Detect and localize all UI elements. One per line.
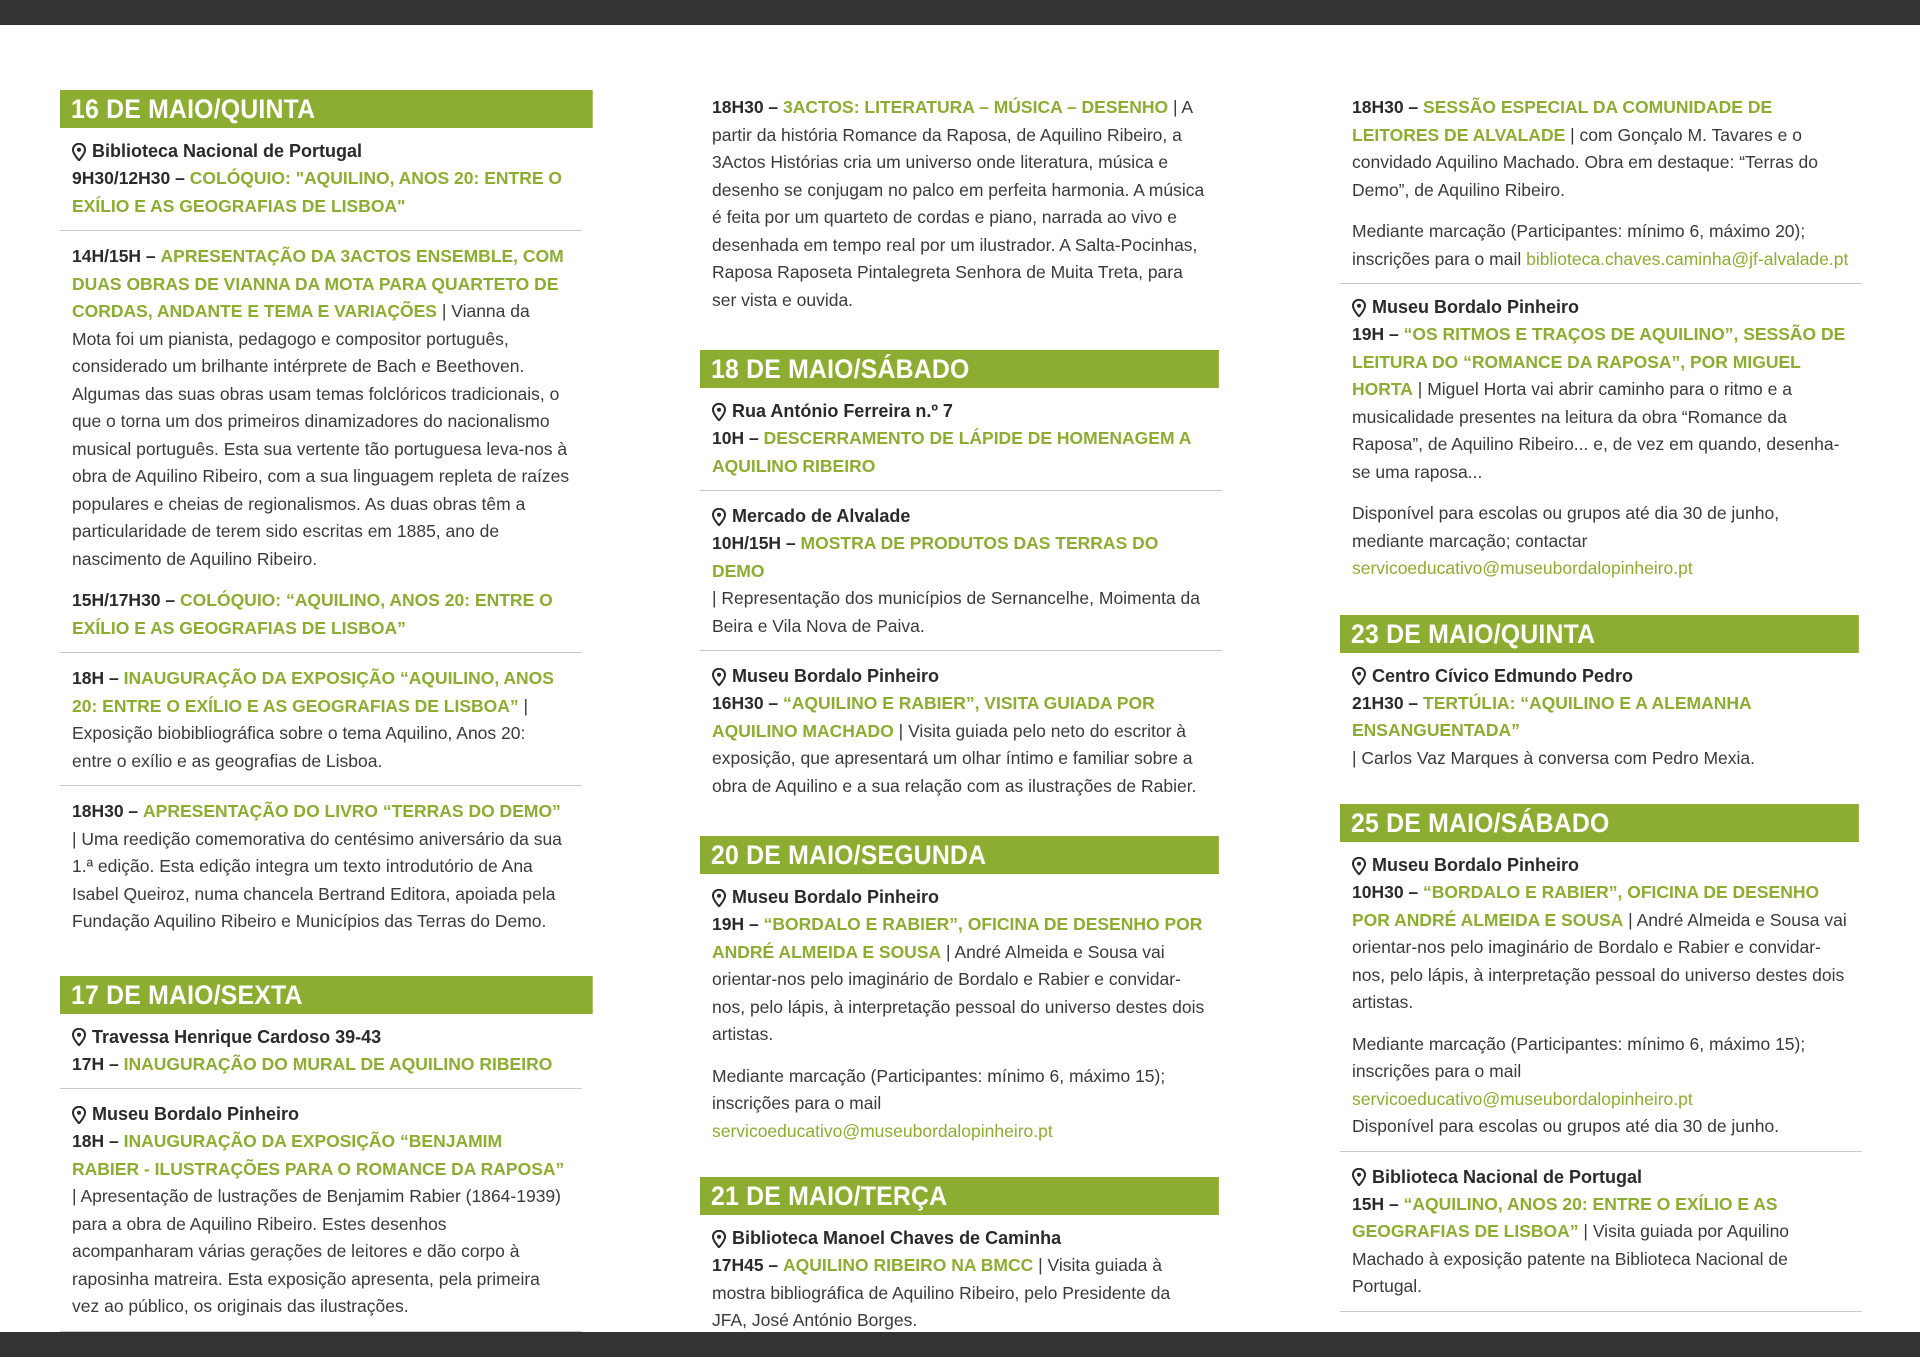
event-time: 10H/15H – xyxy=(712,533,796,553)
event-entry xyxy=(60,1020,582,1090)
booking-note: Disponível para escolas ou grupos até dia 30 de junho, mediante marcação; contactar xyxy=(1352,503,1780,551)
event-entry xyxy=(1340,848,1862,1152)
event-description: | Carlos Vaz Marques à conversa com Pedro Mexia. xyxy=(1352,747,1755,768)
email-link[interactable]: biblioteca.chaves.caminha@jf-alvalade.pt xyxy=(1526,248,1849,269)
location-pin-icon xyxy=(72,143,86,161)
venue xyxy=(712,1225,1210,1252)
event-title: DESCERRAMENTO DE LÁPIDE DE HOMENAGEM A AQUILINO RIBEIRO xyxy=(712,428,1191,476)
location-pin-icon xyxy=(1352,299,1366,317)
event-description: | Visita guiada à mostra bibliográfica de Aquilino Ribeiro, pelo Presidente da JFA, José António Borges. xyxy=(712,1255,1171,1330)
event-entry xyxy=(60,1089,582,1332)
day-header: 21 DE MAIO/TERÇA xyxy=(700,1177,1219,1215)
day-header: 16 DE MAIO/QUINTA xyxy=(60,90,593,128)
venue xyxy=(712,398,1210,425)
column-3 xyxy=(1340,94,1862,1312)
venue xyxy=(72,1101,570,1128)
column-1 xyxy=(60,90,582,1332)
location-pin-icon xyxy=(72,1028,86,1046)
event-description: | André Almeida e Sousa vai orientar-nos pelo imaginário de Bordalo e Rabier e convidar-nos, pelo lápis, à interpretação pessoal do universo destes dois artistas. xyxy=(712,941,1205,1044)
venue-name: Museu Bordalo Pinheiro xyxy=(92,1104,300,1124)
venue-name: Biblioteca Nacional de Portugal xyxy=(92,141,363,161)
event-time: 16H30 – xyxy=(712,693,779,713)
day-header: 18 DE MAIO/SÁBADO xyxy=(700,350,1219,388)
event-entry xyxy=(1340,94,1862,284)
event-description: | A partir da história Romance da Raposa, de Aquilino Ribeiro, a 3Actos Histórias cria um universo onde literatura, música e desenho se conjugam no palco em perfeita harmonia. A música é feita por um quarteto de cordas e piano, narrada ao vivo e desenhada em tempo real por um ilustrador. A Salta-Pocinhas, Raposa Raposeta Pintalegreta Senhora de Muita Treta, para ser vista e ouvida. xyxy=(712,97,1205,310)
event-title: “AQUILINO, ANOS 20: ENTRE O EXÍLIO E AS GEOGRAFIAS DE LISBOA” xyxy=(1352,1193,1778,1241)
event-time: 18H – xyxy=(72,1131,119,1151)
event-time: 18H30 – xyxy=(72,801,139,821)
column-2 xyxy=(700,94,1222,1346)
event-title: MOSTRA DE PRODUTOS DAS TERRAS DO DEMO xyxy=(712,533,1159,581)
email-link[interactable]: servicoeducativo@museubordalopinheiro.pt xyxy=(1352,1088,1693,1109)
event-title: “OS RITMOS E TRAÇOS DE AQUILINO”, SESSÃO DE LEITURA DO “ROMANCE DA RAPOSA”, POR MIGUEL HORTA xyxy=(1352,324,1846,399)
location-pin-icon xyxy=(712,889,726,907)
event-description: | Vianna da Mota foi um pianista, pedagogo e compositor português, considerado um brilhante intérprete de Bach e Beethoven. Algumas das suas obras usam temas folclóricos tradicionais, o que o torna um dos primeiros dinamizadores do nacionalismo musical português. Esta sua vertente tão portuguesa leva-nos à obra de Aquilino Ribeiro, com a sua linguagem repleta de raízes populares e cheias de regionalismos. As duas obras têm a particularidade de terem sido escritas em 1885, ano de nascimento de Aquilino Ribeiro. xyxy=(72,301,570,569)
event-time: 19H – xyxy=(1352,324,1399,344)
event-entry xyxy=(1340,1152,1862,1312)
event-title: 3ACTOS: LITERATURA – MÚSICA – DESENHO xyxy=(783,97,1169,117)
venue-name: Centro Cívico Edmundo Pedro xyxy=(1372,665,1634,686)
event-entry xyxy=(700,651,1222,810)
venue xyxy=(1352,663,1850,690)
event-entry xyxy=(60,134,582,231)
location-pin-icon xyxy=(712,668,726,686)
event-description: | Visita guiada pelo neto do escritor à exposição, que apresentará um olhar íntimo e familiar sobre a obra de Aquilino e a sua relação com as ilustrações de Rabier. xyxy=(712,720,1197,796)
bottom-band xyxy=(0,1332,1920,1357)
event-entry xyxy=(60,231,582,653)
event-time: 19H – xyxy=(712,914,759,934)
email-link[interactable]: servicoeducativo@museubordalopinheiro.pt xyxy=(712,1120,1053,1141)
location-pin-icon xyxy=(1352,1168,1366,1186)
venue xyxy=(1352,294,1850,321)
location-pin-icon xyxy=(712,403,726,421)
event-title: INAUGURAÇÃO DA EXPOSIÇÃO “BENJAMIM RABIER - ILUSTRAÇÕES PARA O ROMANCE DA RAPOSA” xyxy=(72,1131,565,1179)
event-title: COLÓQUIO: "AQUILINO, ANOS 20: ENTRE O EXÍLIO E AS GEOGRAFIAS DE LISBOA" xyxy=(72,168,563,216)
venue xyxy=(712,503,1210,530)
event-entry xyxy=(1340,284,1862,593)
venue xyxy=(72,138,570,165)
event-entry xyxy=(60,653,582,786)
venue xyxy=(1352,1164,1850,1191)
event-time: 10H – xyxy=(712,428,759,448)
day-header: 23 DE MAIO/QUINTA xyxy=(1340,615,1859,653)
event-description: | Representação dos municípios de Sernancelhe, Moimenta da Beira e Vila Nova de Paiva. xyxy=(712,588,1201,636)
event-time: 9H30/12H30 – xyxy=(72,168,185,188)
event-description: | Exposição biobibliográfica sobre o tema Aquilino, Anos 20: entre o exílio e as geografias de Lisboa. xyxy=(72,695,529,771)
event-title: “BORDALO E RABIER”, OFICINA DE DESENHO POR ANDRÉ ALMEIDA E SOUSA xyxy=(1352,882,1820,930)
venue xyxy=(712,884,1210,911)
booking-note: Mediante marcação (Participantes: mínimo 6, máximo 15); inscrições para o mail xyxy=(712,1065,1166,1113)
venue-name: Museu Bordalo Pinheiro xyxy=(1372,297,1580,317)
event-time: 15H – xyxy=(1352,1193,1399,1214)
event-time: 10H30 – xyxy=(1352,882,1419,902)
venue-name: Biblioteca Manoel Chaves de Caminha xyxy=(732,1228,1062,1248)
day-header: 20 DE MAIO/SEGUNDA xyxy=(700,836,1219,874)
event-title: COLÓQUIO: “AQUILINO, ANOS 20: ENTRE O EXÍLIO E AS GEOGRAFIAS DE LISBOA” xyxy=(72,590,553,638)
event-title: INAUGURAÇÃO DO MURAL DE AQUILINO RIBEIRO xyxy=(123,1053,553,1074)
event-entry xyxy=(700,1221,1222,1346)
booking-note: Disponível para escolas ou grupos até dia 30 de junho. xyxy=(1352,1116,1780,1136)
event-description: | Uma reedição comemorativa do centésimo aniversário da sua 1.ª edição. Esta edição integra um texto introdutório de Ana Isabel Queiroz, numa chancela Bertrand Editora, apoiada pela Fundação Aquilino Ribeiro e Municípios das Terras do Demo. xyxy=(72,828,562,931)
event-description: | André Almeida e Sousa vai orientar-nos pelo imaginário de Bordalo e Rabier e convidar-nos, pelo lápis, à interpretação pessoal do universo destes dois artistas. xyxy=(1352,909,1847,1012)
event-time: 18H30 – xyxy=(712,97,779,117)
venue-name: Mercado de Alvalade xyxy=(732,506,911,526)
event-entry xyxy=(700,491,1222,651)
venue xyxy=(1352,852,1850,879)
event-time: 15H/17H30 – xyxy=(72,590,176,610)
location-pin-icon xyxy=(1352,667,1366,685)
venue-name: Biblioteca Nacional de Portugal xyxy=(1372,1166,1643,1187)
event-title: APRESENTAÇÃO DO LIVRO “TERRAS DO DEMO” xyxy=(143,801,561,821)
event-time: 18H – xyxy=(72,668,119,688)
event-title: “BORDALO E RABIER”, OFICINA DE DESENHO POR ANDRÉ ALMEIDA E SOUSA xyxy=(712,914,1203,962)
event-description: | com Gonçalo M. Tavares e o convidado Aquilino Machado. Obra em destaque: “Terras do Demo”, de Aquilino Ribeiro. xyxy=(1352,124,1818,200)
venue xyxy=(72,1024,570,1051)
event-title: INAUGURAÇÃO DA EXPOSIÇÃO “AQUILINO, ANOS 20: ENTRE O EXÍLIO E AS GEOGRAFIAS DE LISBOA” xyxy=(72,668,554,716)
location-pin-icon xyxy=(1352,857,1366,875)
venue-name: Museu Bordalo Pinheiro xyxy=(1372,855,1580,875)
event-title: SESSÃO ESPECIAL DA COMUNIDADE DE LEITORES DE ALVALADE xyxy=(1352,97,1773,145)
event-title: TERTÚLIA: “AQUILINO E A ALEMANHA ENSANGUENTADA” xyxy=(1352,692,1751,740)
top-band xyxy=(0,0,1920,25)
event-entry xyxy=(700,880,1222,1155)
day-header: 25 DE MAIO/SÁBADO xyxy=(1340,804,1859,842)
event-entry xyxy=(1340,659,1862,783)
event-entry xyxy=(700,394,1222,491)
booking-note: Mediante marcação (Participantes: mínimo 6, máximo 15); inscrições para o mail xyxy=(1352,1033,1806,1081)
day-header: 17 DE MAIO/SEXTA xyxy=(60,976,593,1014)
event-title: APRESENTAÇÃO DA 3ACTOS ENSEMBLE, COM DUAS OBRAS DE VIANNA DA MOTA PARA QUARTETO DE CORDAS, ANDANTE E TEMA E VARIAÇÕES xyxy=(72,246,564,321)
venue-name: Rua António Ferreira n.º 7 xyxy=(732,401,953,421)
event-time: 14H/15H – xyxy=(72,246,156,266)
event-description: | Visita guiada por Aquilino Machado à exposição patente na Biblioteca Nacional de Portugal. xyxy=(1352,1221,1790,1296)
booking-note: Mediante marcação (Participantes: mínimo 6, máximo 20); inscrições para o mail xyxy=(1352,221,1806,269)
event-entry xyxy=(60,786,582,946)
email-link[interactable]: servicoeducativo@museubordalopinheiro.pt xyxy=(1352,558,1693,578)
venue-name: Museu Bordalo Pinheiro xyxy=(732,666,940,686)
event-title: AQUILINO RIBEIRO NA BMCC xyxy=(783,1255,1034,1275)
event-time: 17H45 – xyxy=(712,1255,779,1275)
event-time: 17H – xyxy=(72,1053,119,1074)
event-entry xyxy=(700,94,1222,324)
venue-name: Travessa Henrique Cardoso 39-43 xyxy=(92,1026,382,1047)
event-time: 21H30 – xyxy=(1352,692,1419,713)
event-description: | Apresentação de lustrações de Benjamim Rabier (1864-1939) para a obra de Aquilino Ribeiro. Estes desenhos acompanharam várias gerações de leitores e dão corpo à raposinha matreira. Esta exposição apresenta, pela primeira vez ao público, os originais das ilustrações. xyxy=(72,1186,561,1316)
event-time: 18H30 – xyxy=(1352,97,1419,117)
event-title: “AQUILINO E RABIER”, VISITA GUIADA POR AQUILINO MACHADO xyxy=(712,693,1155,741)
location-pin-icon xyxy=(712,1230,726,1248)
location-pin-icon xyxy=(72,1106,86,1124)
venue xyxy=(712,663,1210,690)
venue-name: Museu Bordalo Pinheiro xyxy=(732,887,940,907)
location-pin-icon xyxy=(712,508,726,526)
event-description: | Miguel Horta vai abrir caminho para o ritmo e a musicalidade presentes na leitura da obra “Romance da Raposa”, de Aquilino Ribeiro... e, de vez em quando, desenha-se uma raposa... xyxy=(1352,379,1840,482)
